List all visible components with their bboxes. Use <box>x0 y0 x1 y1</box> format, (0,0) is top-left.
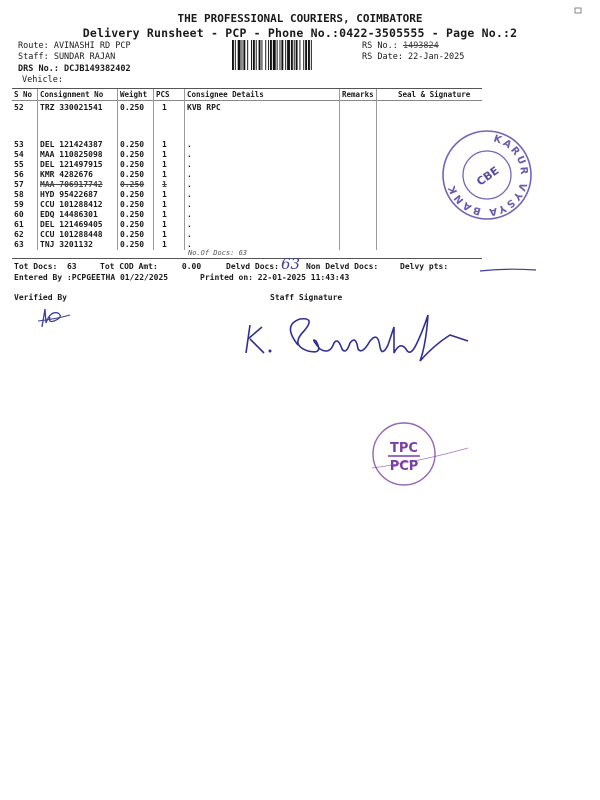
cell-weight: 0.250 <box>120 180 145 189</box>
cell-weight: 0.250 <box>120 150 145 159</box>
runsheet-title: Delivery Runsheet - PCP - Phone No.:0422-3505555 - Page No.:2 <box>82 26 518 40</box>
cell-weight: 0.250 <box>120 103 145 112</box>
staff-signature <box>238 305 478 367</box>
cell-pcs: 1 <box>162 220 167 229</box>
delivered-docs-label: Delvd Docs: <box>226 262 279 271</box>
rs-date: RS Date: 22-Jan-2025 <box>362 52 465 62</box>
cell-sno: 63 <box>14 240 24 249</box>
cell-pcs: 1 <box>162 190 167 199</box>
cell-consignee: . <box>187 230 192 239</box>
cell-sno: 53 <box>14 140 24 149</box>
staff-text: Staff: SUNDAR RAJAN <box>18 52 116 62</box>
cell-consignee: . <box>187 180 192 189</box>
cell-pcs: 1 <box>162 140 167 149</box>
cell-consignment: HYD 95422687 <box>40 190 98 199</box>
cell-sno: 55 <box>14 160 24 169</box>
cell-sno: 61 <box>14 220 24 229</box>
total-docs: Tot Docs: 63 <box>14 262 77 271</box>
cell-weight: 0.250 <box>120 140 145 149</box>
cell-sno: 56 <box>14 170 24 179</box>
printed-on: Printed on: 22-01-2025 11:43:43 <box>200 273 350 282</box>
cell-consignee: . <box>187 210 192 219</box>
no-of-docs: No.Of Docs: 63 <box>188 249 248 257</box>
col-divider <box>117 89 118 250</box>
table-top-rule <box>12 88 482 89</box>
tpc-pcp-stamp <box>368 418 473 488</box>
drs-number: DRS No.: DCJB149382402 <box>18 64 131 74</box>
corner-mark <box>574 6 584 16</box>
cell-sno: 60 <box>14 210 24 219</box>
cell-consignee: . <box>187 140 192 149</box>
cell-pcs: 1 <box>162 170 167 179</box>
col-consignee: Consignee Details <box>187 90 264 99</box>
cell-pcs: 1 <box>162 160 167 169</box>
cell-consignee: . <box>187 190 192 199</box>
staff-signature-label: Staff Signature <box>270 293 343 302</box>
total-cod-amount: Tot COD Amt: 0.00 <box>100 262 202 271</box>
cell-weight: 0.250 <box>120 230 145 239</box>
verified-by-initials <box>36 303 76 333</box>
cell-consignment: TRZ 330021541 <box>40 103 103 112</box>
cell-pcs: 1 <box>162 240 167 249</box>
cell-consignment: MAA 706917742 <box>40 180 103 189</box>
route-text: Route: AVINASHI RD PCP <box>18 41 131 51</box>
col-sno: S No <box>14 90 33 99</box>
cell-sno: 57 <box>14 180 24 189</box>
cell-consignee: . <box>187 200 192 209</box>
cell-consignment: DEL 121424387 <box>40 140 103 149</box>
cell-consignee: . <box>187 150 192 159</box>
rs-number-label: RS No.: <box>362 41 403 51</box>
cell-weight: 0.250 <box>120 200 145 209</box>
vehicle-label: Vehicle: <box>22 75 63 85</box>
cell-pcs: 1 <box>162 210 167 219</box>
cell-pcs: 1 <box>162 230 167 239</box>
cell-consignee: . <box>187 220 192 229</box>
cell-consignment: DEL 121469405 <box>40 220 103 229</box>
col-pcs: PCS <box>156 90 170 99</box>
rs-number <box>362 41 439 51</box>
table-bottom-rule <box>12 258 482 259</box>
cell-consignment: KMR 4282676 <box>40 170 93 179</box>
cell-consignment: CCU 101288412 <box>40 200 103 209</box>
col-seal-signature: Seal & Signature <box>398 90 471 99</box>
cell-consignee: . <box>187 160 192 169</box>
entered-by: Entered By :PCPGEETHA 01/22/2025 <box>14 273 169 282</box>
cell-weight: 0.250 <box>120 170 145 179</box>
company-title: THE PROFESSIONAL COURIERS, COIMBATORE <box>177 12 423 25</box>
col-divider <box>37 89 38 250</box>
delivery-points-pen-line <box>478 266 538 274</box>
col-divider <box>184 89 185 250</box>
cell-weight: 0.250 <box>120 210 145 219</box>
cell-weight: 0.250 <box>120 160 145 169</box>
col-remarks: Remarks <box>342 90 374 99</box>
non-delivered-docs-label: Non Delvd Docs: <box>306 262 379 271</box>
svg-text:TPC: TPC <box>390 441 418 456</box>
bank-seal-stamp <box>440 128 534 222</box>
cell-pcs: 1 <box>162 180 167 189</box>
rs-number-value: 1493824 <box>402 41 439 51</box>
cell-weight: 0.250 <box>120 240 145 249</box>
col-weight: Weight <box>120 90 148 99</box>
verified-by-label: Verified By <box>14 293 67 302</box>
cell-consignment: CCU 101288448 <box>40 230 103 239</box>
cell-weight: 0.250 <box>120 190 145 199</box>
cell-consignment: DEL 121497915 <box>40 160 103 169</box>
cell-pcs: 1 <box>162 103 167 112</box>
svg-text:KARUR VYSYA BANK: KARUR VYSYA BANK <box>446 133 530 218</box>
cell-consignee: . <box>187 170 192 179</box>
svg-text:PCP: PCP <box>389 459 419 474</box>
col-divider <box>153 89 154 250</box>
cell-sno: 62 <box>14 230 24 239</box>
delivered-docs-handwritten: 63 <box>281 255 301 273</box>
col-divider <box>376 89 377 250</box>
cell-pcs: 1 <box>162 200 167 209</box>
barcode <box>232 40 354 70</box>
cell-sno: 58 <box>14 190 24 199</box>
cell-consignee: . <box>187 240 192 249</box>
cell-sno: 54 <box>14 150 24 159</box>
col-divider <box>339 89 340 250</box>
cell-sno: 52 <box>14 103 24 112</box>
cell-sno: 59 <box>14 200 24 209</box>
cell-consignment: MAA 110825098 <box>40 150 103 159</box>
cell-weight: 0.250 <box>120 220 145 229</box>
col-consignment: Consignment No <box>40 90 104 99</box>
table-header-rule <box>12 100 482 101</box>
cell-consignment: EDQ 14486301 <box>40 210 98 219</box>
cell-consignee: KVB RPC <box>187 103 221 112</box>
svg-text:CBE: CBE <box>474 164 502 189</box>
cell-consignment: TNJ 3201132 <box>40 240 93 249</box>
delivery-points-label: Delvy pts: <box>400 262 449 271</box>
cell-pcs: 1 <box>162 150 167 159</box>
